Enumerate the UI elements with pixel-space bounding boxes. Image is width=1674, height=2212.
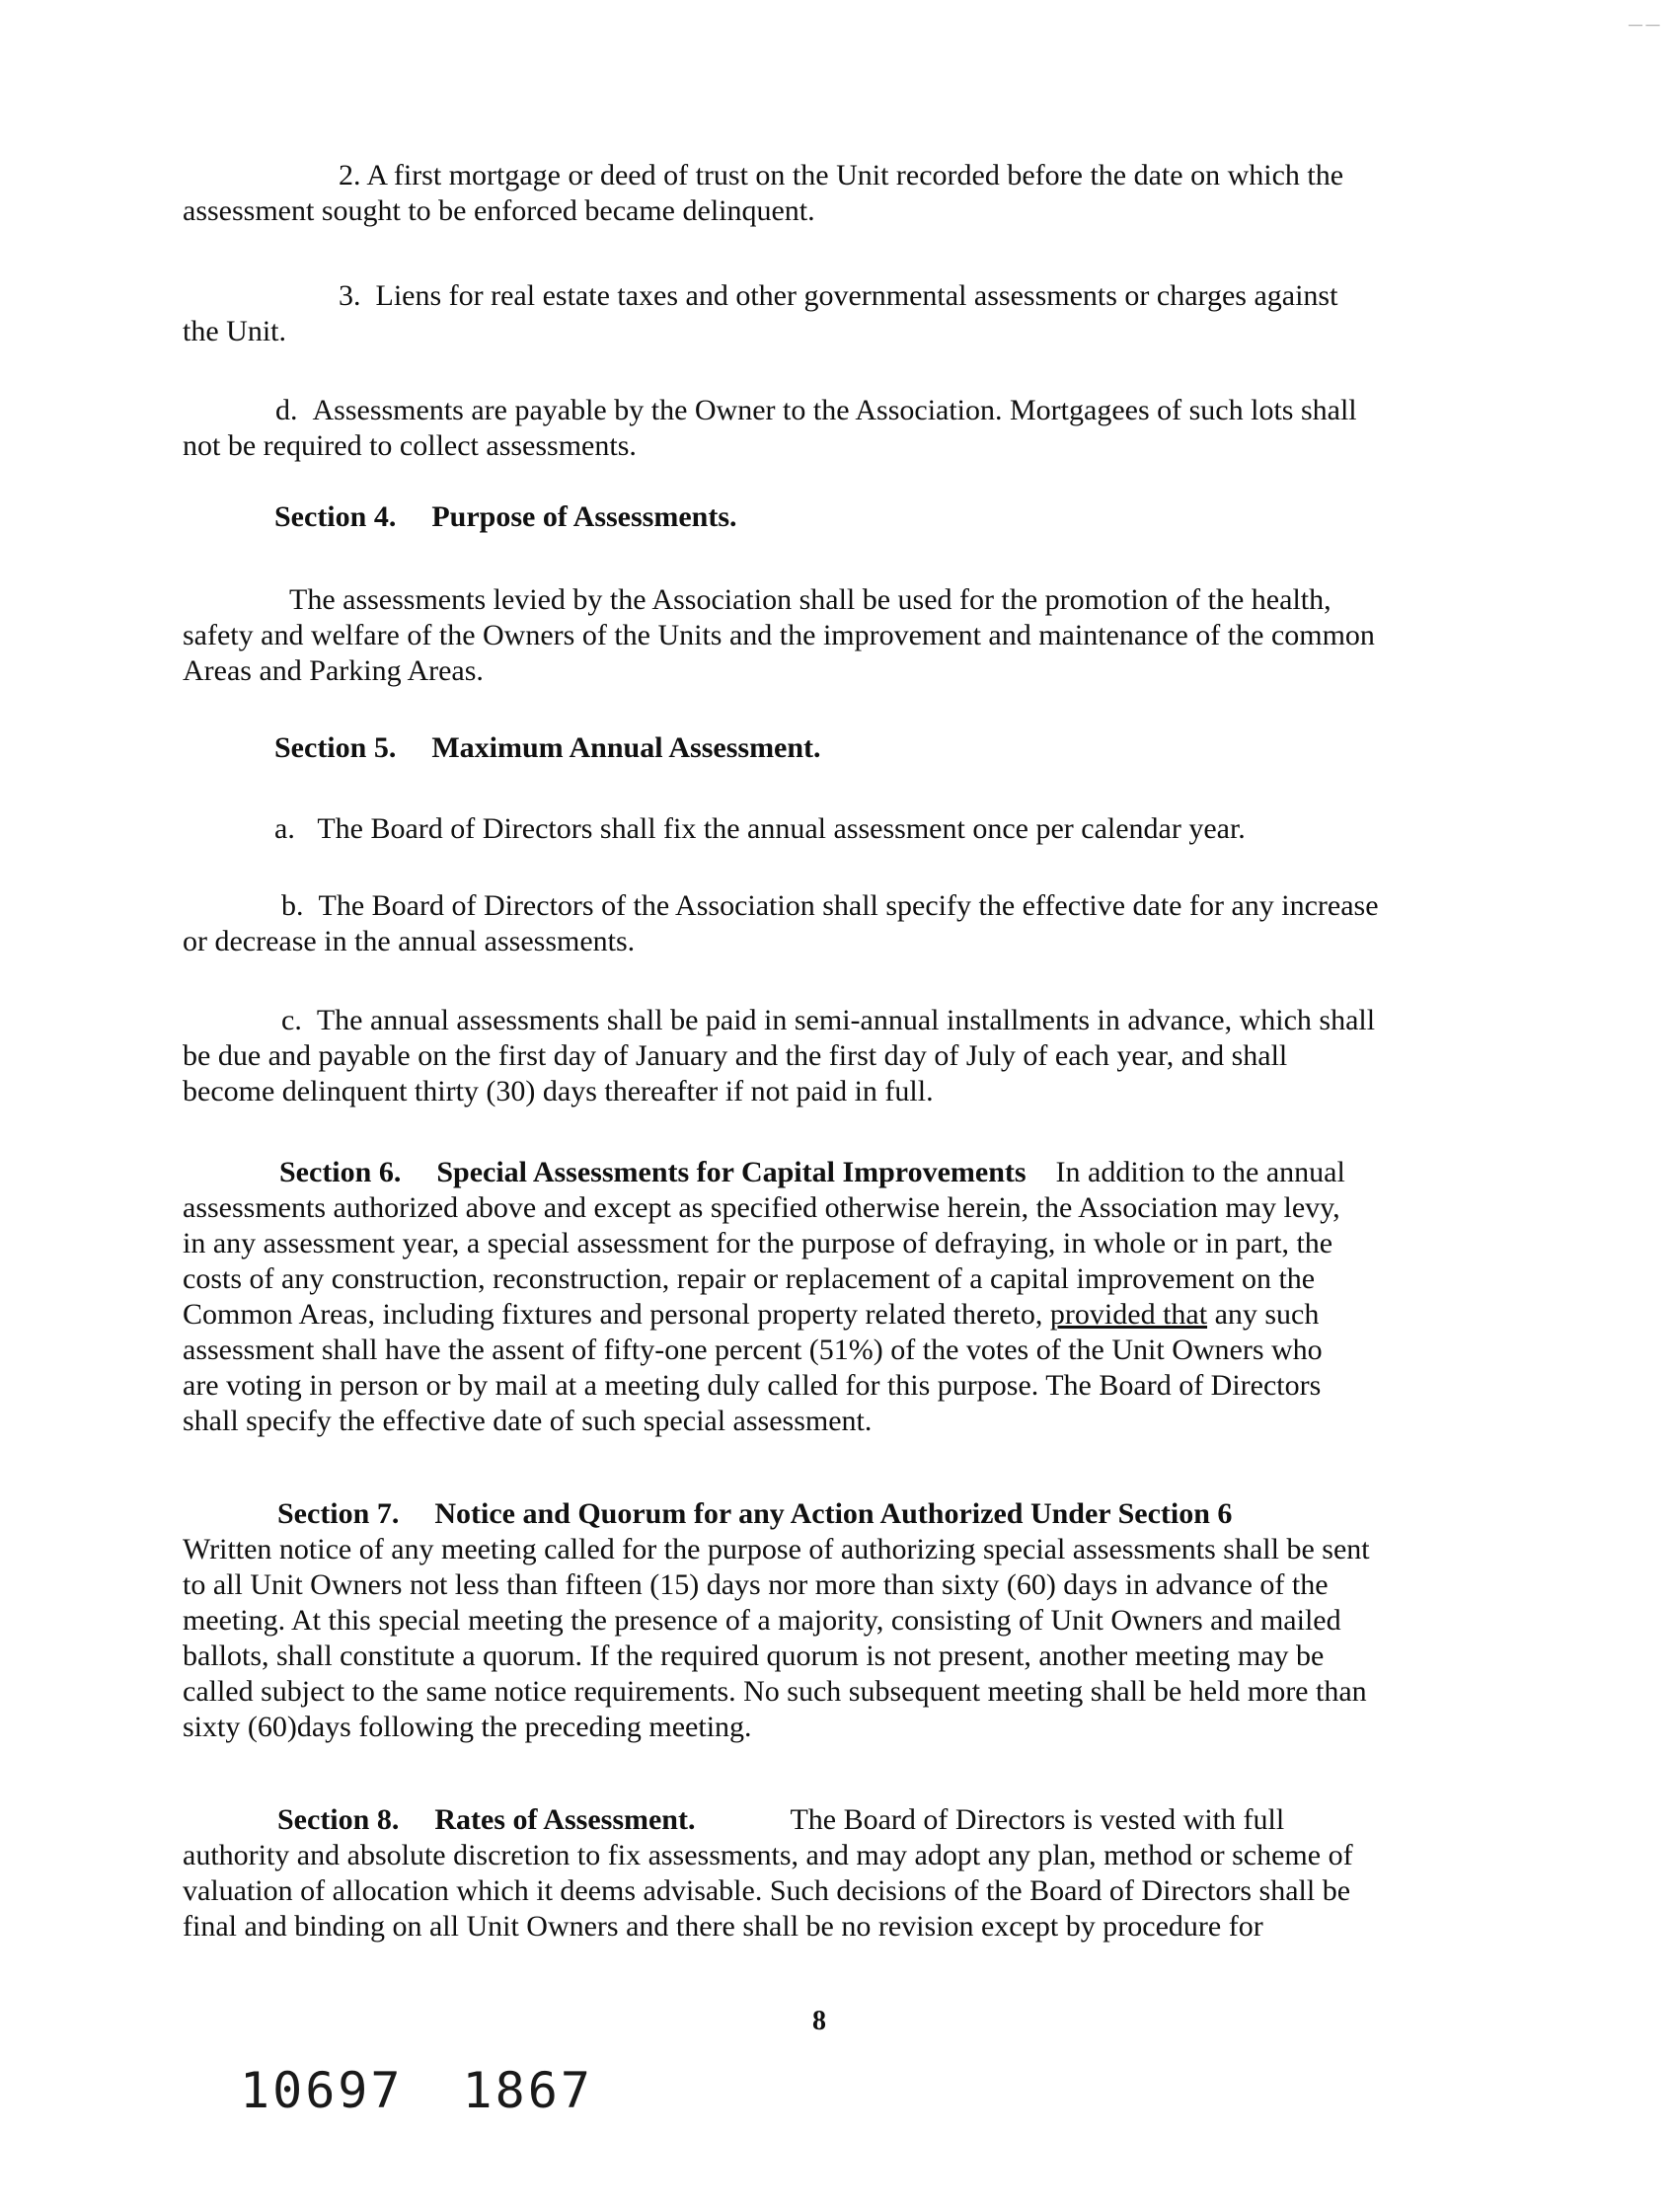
paragraph-2-line-1: A first mortgage or deed of trust on the Unit recorded before the date on which the bbox=[366, 159, 1344, 191]
section-6-label: Section 6. bbox=[279, 1156, 402, 1188]
section-8-line-1-tail: The Board of Directors is vested with full bbox=[790, 1803, 1285, 1836]
page-number: 8 bbox=[812, 2006, 826, 2036]
section-7-line-5: called subject to the same notice requirements. No such subsequent meeting shall be held more than bbox=[183, 1675, 1367, 1708]
section-5-c-line-1: The annual assessments shall be paid in semi-annual installments in advance, which shall bbox=[316, 1004, 1376, 1036]
section-6 bbox=[183, 1155, 1456, 1439]
paragraph-3-number: 3. bbox=[339, 279, 361, 312]
section-6-line-6: assessment shall have the assent of fifty-one percent (51%) of the votes of the Unit Owners who bbox=[183, 1334, 1323, 1366]
section-7-line-4: ballots, shall constitute a quorum. If the required quorum is not present, another meeting may be bbox=[183, 1640, 1325, 1672]
section-7-line-2: to all Unit Owners not less than fifteen (15) days nor more than sixty (60) days in advance of the bbox=[183, 1568, 1329, 1601]
section-5-heading bbox=[274, 730, 821, 766]
section-5-label: Section 5. bbox=[274, 731, 397, 764]
section-7-title: Notice and Quorum for any Action Authorized Under Section 6 bbox=[434, 1497, 1233, 1530]
section-5-c-line-3: become delinquent thirty (30) days thereafter if not paid in full. bbox=[183, 1075, 934, 1107]
section-7-line-1: Written notice of any meeting called for the purpose of authorizing special assessments shall be sent bbox=[183, 1533, 1370, 1565]
section-7-label: Section 7. bbox=[277, 1497, 400, 1530]
paragraph-d bbox=[183, 393, 1456, 464]
section-4-body bbox=[183, 582, 1456, 689]
corner-mark: — — bbox=[1629, 18, 1660, 33]
section-5-c-line-2: be due and payable on the first day of January and the first day of July of each year, and shall bbox=[183, 1039, 1288, 1072]
section-4-line-2: safety and welfare of the Owners of the Units and the improvement and maintenance of the common bbox=[183, 619, 1375, 651]
section-5-b-letter: b. bbox=[281, 889, 304, 922]
section-6-line-7: are voting in person or by mail at a meeting duly called for this purpose. The Board of Directors bbox=[183, 1369, 1322, 1402]
section-8-line-3: valuation of allocation which it deems advisable. Such decisions of the Board of Directors shall be bbox=[183, 1874, 1351, 1907]
paragraph-2-number: 2. bbox=[339, 159, 361, 191]
section-7 bbox=[183, 1496, 1456, 1745]
stamp-book-number: 10697 bbox=[240, 2062, 404, 2119]
section-4-title: Purpose of Assessments. bbox=[431, 500, 737, 533]
paragraph-d-letter: d. bbox=[275, 394, 298, 426]
section-6-title: Special Assessments for Capital Improvements bbox=[436, 1156, 1027, 1188]
section-6-line-4: costs of any construction, reconstruction, repair or replacement of a capital improvement on the bbox=[183, 1262, 1316, 1295]
section-8 bbox=[183, 1802, 1456, 1945]
section-6-line-3: in any assessment year, a special assessment for the purpose of defraying, in whole or in part, the bbox=[183, 1227, 1333, 1259]
recording-stamp bbox=[240, 2062, 652, 2119]
section-5-b-line-1: The Board of Directors of the Association shall specify the effective date for any increase bbox=[318, 889, 1379, 922]
section-4-label: Section 4. bbox=[274, 500, 397, 533]
section-8-label: Section 8. bbox=[277, 1803, 400, 1836]
section-7-line-6: sixty (60)days following the preceding meeting. bbox=[183, 1711, 752, 1743]
section-5-a-line-1: The Board of Directors shall fix the annual assessment once per calendar year. bbox=[317, 812, 1246, 845]
paragraph-d-line-1: Assessments are payable by the Owner to the Association. Mortgagees of such lots shall bbox=[312, 394, 1357, 426]
paragraph-3-line-1: Liens for real estate taxes and other governmental assessments or charges against bbox=[375, 279, 1338, 312]
section-6-line-5-pre: Common Areas, including fixtures and personal property related thereto, bbox=[183, 1298, 1043, 1331]
section-5-c-letter: c. bbox=[281, 1004, 302, 1036]
section-4-line-1: The assessments levied by the Association shall be used for the promotion of the health, bbox=[289, 583, 1332, 616]
section-6-line-1-tail: In addition to the annual bbox=[1055, 1156, 1345, 1188]
section-4-heading bbox=[274, 499, 737, 535]
section-5-a-letter: a. bbox=[274, 812, 295, 845]
section-7-line-3: meeting. At this special meeting the presence of a majority, consisting of Unit Owners and mailed bbox=[183, 1604, 1341, 1637]
section-8-title: Rates of Assessment. bbox=[434, 1803, 696, 1836]
section-5-title: Maximum Annual Assessment. bbox=[431, 731, 821, 764]
paragraph-2-line-2: assessment sought to be enforced became delinquent. bbox=[183, 194, 815, 227]
paragraph-d-line-2: not be required to collect assessments. bbox=[183, 429, 637, 462]
section-5-item-b bbox=[183, 888, 1456, 959]
paragraph-2 bbox=[183, 158, 1456, 229]
section-5-item-c bbox=[183, 1003, 1456, 1109]
section-5-item-a bbox=[183, 811, 1456, 847]
section-5-b-line-2: or decrease in the annual assessments. bbox=[183, 925, 636, 957]
section-8-line-4: final and binding on all Unit Owners and there shall be no revision except by procedure for bbox=[183, 1910, 1263, 1943]
section-6-provided-that: provided that bbox=[1049, 1298, 1208, 1331]
stamp-page-number: 1867 bbox=[462, 2062, 593, 2119]
section-4-line-3: Areas and Parking Areas. bbox=[183, 654, 484, 687]
section-6-line-8: shall specify the effective date of such special assessment. bbox=[183, 1405, 873, 1437]
section-6-line-2: assessments authorized above and except as specified otherwise herein, the Association may levy, bbox=[183, 1191, 1340, 1224]
paragraph-3 bbox=[183, 278, 1456, 349]
section-6-line-5-post: any such bbox=[1214, 1298, 1320, 1331]
paragraph-3-line-2: the Unit. bbox=[183, 315, 286, 347]
section-8-line-2: authority and absolute discretion to fix assessments, and may adopt any plan, method or scheme of bbox=[183, 1839, 1353, 1871]
